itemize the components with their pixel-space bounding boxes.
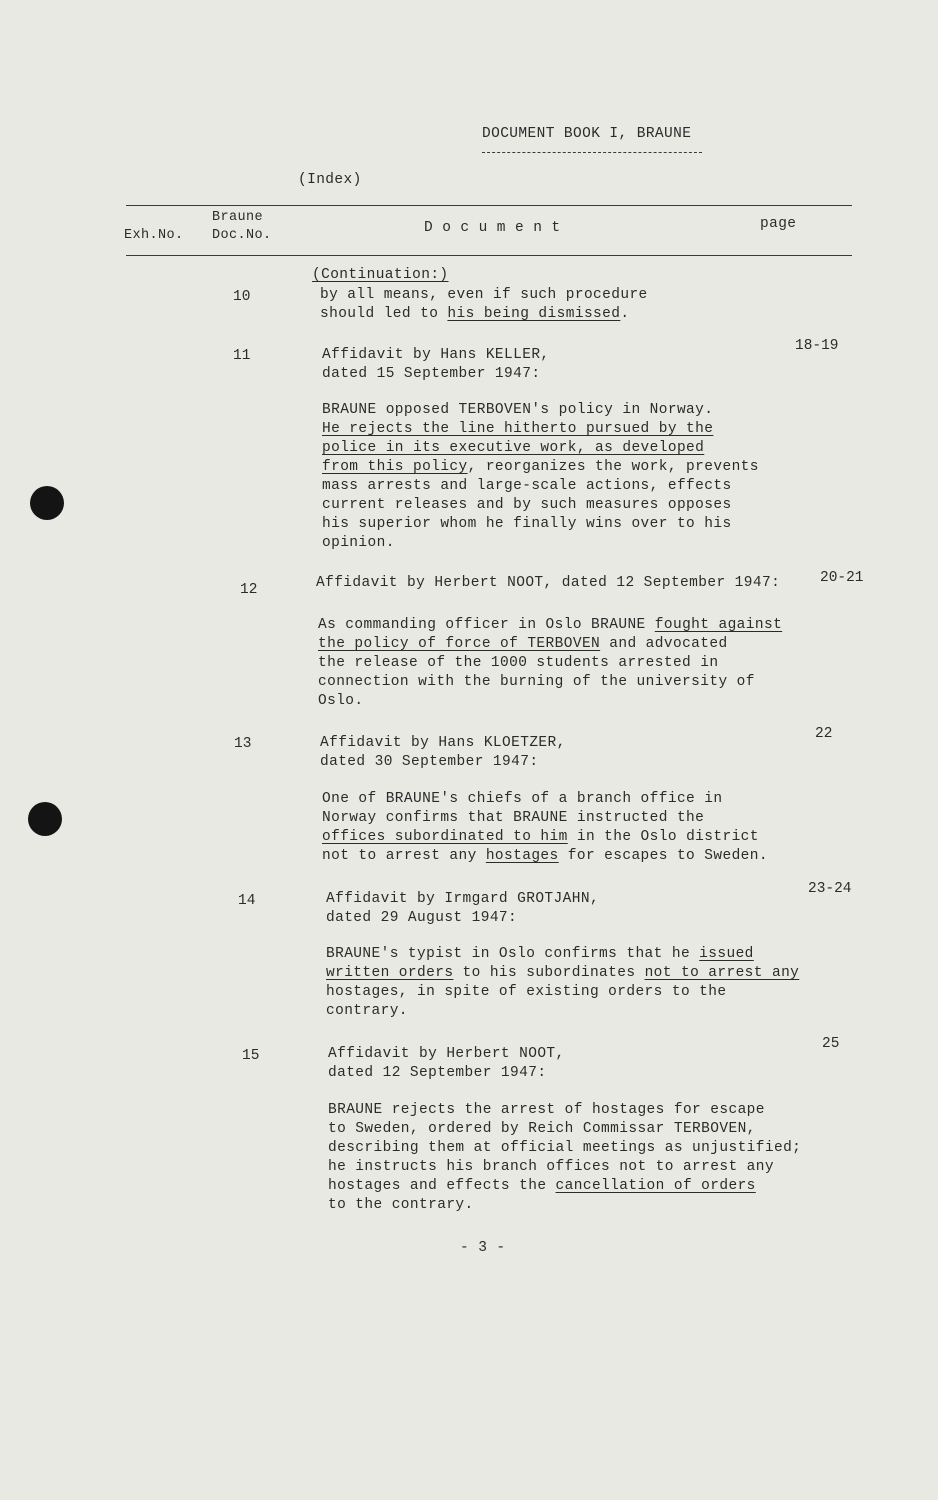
body-line: current releases and by such measures opposes [322,497,732,513]
body-line: offices subordinated to him in the Oslo district [322,829,759,845]
body-line: opinion. [322,535,395,551]
col-doc-no-line2: Doc.No. [212,228,272,243]
body-line: should led to his being dismissed. [320,306,630,322]
body-line: police in its executive work, as developed [322,440,705,456]
entry-13 [320,734,566,772]
body-line: from this policy, reorganizes the work, prevents [322,459,759,475]
body-line: connection with the burning of the university of [318,674,755,690]
col-exh-no: Exh.No. [124,228,184,243]
entry-heading-line: dated 12 September 1947: [328,1065,547,1081]
body-line: written orders to his subordinates not to arrest any [326,965,800,981]
body-line: mass arrests and large-scale actions, effects [322,478,732,494]
doc-no: 15 [242,1048,260,1064]
entry-11-body [322,401,759,553]
col-document: D o c u m e n t [424,220,561,236]
entry-10 [312,266,449,285]
body-line: he instructs his branch offices not to arrest any [328,1159,774,1175]
entry-heading-line: dated 30 September 1947: [320,754,539,770]
entry-13-body [322,790,768,866]
col-page: page [760,216,797,232]
body-line: describing them at official meetings as unjustified; [328,1140,802,1156]
title-underline [482,152,702,153]
body-line: He rejects the line hitherto pursued by the [322,421,714,437]
page-range: 25 [822,1036,840,1052]
entry-12-body [318,616,782,711]
body-line: BRAUNE opposed TERBOVEN's policy in Norway. [322,402,714,418]
entry-heading-line: (Continuation:) [312,267,449,283]
entry-heading-line: Affidavit by Herbert NOOT, dated 12 September 1947: [316,575,781,591]
page-range: 18-19 [795,338,839,354]
header-top-rule [126,205,852,206]
binder-hole-bottom [28,802,62,836]
entry-heading-line: Affidavit by Herbert NOOT, [328,1046,565,1062]
body-line: to the contrary. [328,1197,474,1213]
body-line: As commanding officer in Oslo BRAUNE fought against [318,617,783,633]
body-line: his superior whom he finally wins over to his [322,516,732,532]
body-line: not to arrest any hostages for escapes to Sweden. [322,848,768,864]
body-line: hostages and effects the cancellation of orders [328,1178,756,1194]
entry-heading-line: dated 29 August 1947: [326,910,518,926]
body-line: hostages, in spite of existing orders to the [326,984,727,1000]
document-title: DOCUMENT BOOK I, BRAUNE [482,126,692,142]
body-line: contrary. [326,1003,408,1019]
index-label: (Index) [298,172,362,188]
entry-heading-line: Affidavit by Hans KLOETZER, [320,735,566,751]
doc-no: 10 [233,289,251,305]
entry-heading-line: dated 15 September 1947: [322,366,541,382]
body-line: BRAUNE's typist in Oslo confirms that he issued [326,946,754,962]
body-line: Oslo. [318,693,364,709]
entry-heading-line: Affidavit by Hans KELLER, [322,347,550,363]
page-number: - 3 - [460,1240,506,1256]
body-line: Norway confirms that BRAUNE instructed the [322,810,705,826]
entry-12 [316,574,780,593]
body-line: the policy of force of TERBOVEN and advocated [318,636,728,652]
entry-14 [326,890,599,928]
entry-heading-line: Affidavit by Irmgard GROTJAHN, [326,891,600,907]
doc-no: 14 [238,893,256,909]
entry-11 [322,346,550,384]
body-line: One of BRAUNE's chiefs of a branch office in [322,791,723,807]
doc-no: 12 [240,582,258,598]
page-range: 22 [815,726,833,742]
entry-15 [328,1045,565,1083]
page-range: 23-24 [808,881,852,897]
col-doc-no-line1: Braune [212,210,264,225]
page-range: 20-21 [820,570,864,586]
binder-hole-top [30,486,64,520]
body-line: the release of the 1000 students arrested in [318,655,719,671]
doc-no: 11 [233,348,251,364]
entry-14-body [326,945,799,1021]
body-line: BRAUNE rejects the arrest of hostages for escape [328,1102,765,1118]
header-bottom-rule [126,255,852,256]
body-line: to Sweden, ordered by Reich Commissar TERBOVEN, [328,1121,756,1137]
body-line: by all means, even if such procedure [320,287,648,303]
entry-10-body [320,286,648,324]
entry-15-body [328,1101,801,1215]
doc-no: 13 [234,736,252,752]
